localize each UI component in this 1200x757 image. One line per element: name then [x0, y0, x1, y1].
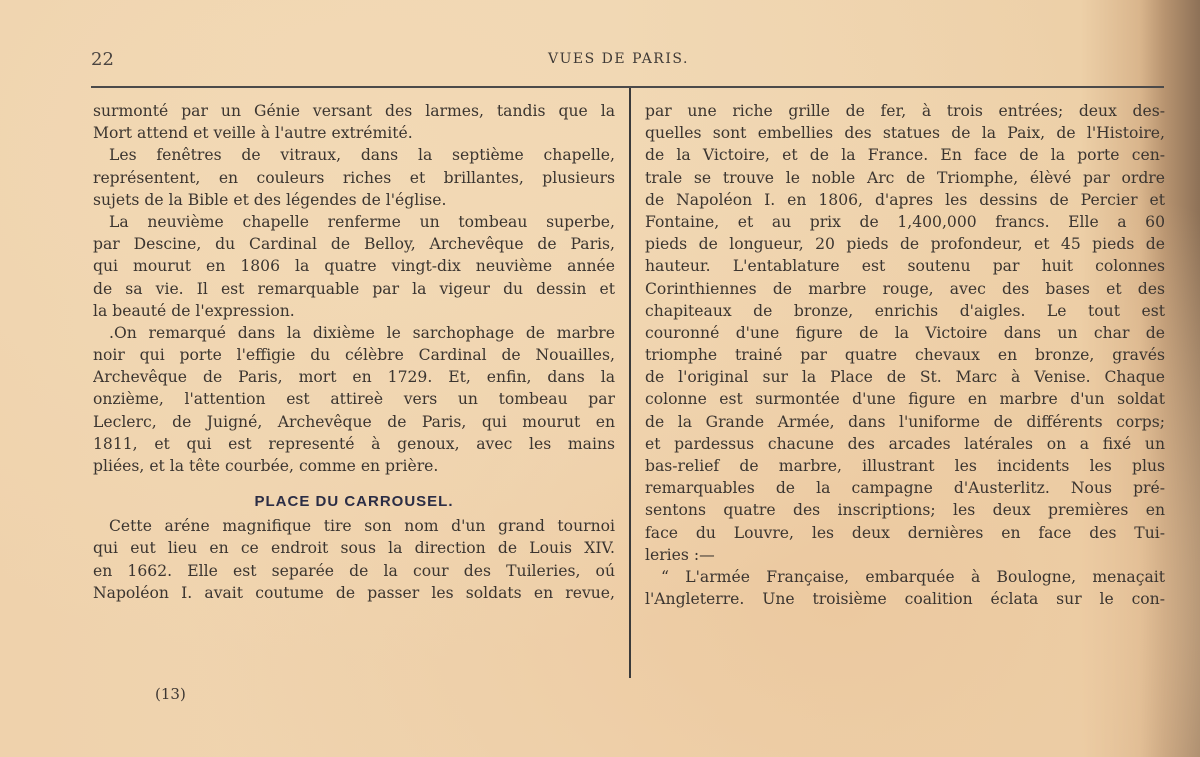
- text-line: pieds de longueur, 20 pieds de profondeur, et 45 pieds de: [645, 235, 1165, 254]
- text-line: “ L'armée Française, embarquée à Boulogne, menaçait: [661, 567, 1165, 586]
- page-number: 22: [91, 49, 114, 70]
- text-line: par Descine, du Cardinal de Belloy, Archevêque de Paris,: [93, 235, 615, 254]
- section-heading: PLACE DU CARROUSEL.: [254, 493, 454, 511]
- column-divider: [629, 88, 631, 678]
- text-line: quelles sont embellies des statues de la Paix, de l'Histoire,: [645, 124, 1165, 143]
- text-line: noir qui porte l'effigie du célèbre Cardinal de Nouailles,: [93, 346, 615, 365]
- text-line: bas-relief de marbre, illustrant les incidents les plus: [645, 457, 1165, 475]
- paragraph-tenth-eleventh: [93, 322, 615, 477]
- text-line: en 1662. Elle est separée de la cour des Tuileries, oú: [93, 561, 615, 580]
- text-line: la beauté de l'expression.: [93, 301, 295, 320]
- paragraph-carrousel: [93, 515, 615, 604]
- text-line: de la Grande Armée, dans l'uniforme de différents corps;: [645, 412, 1165, 431]
- text-line: hauteur. L'entablature est soutenu par huit colonnes: [645, 257, 1165, 276]
- text-line: qui mourut en 1806 la quatre vingt-dix neuvième année: [93, 257, 615, 276]
- text-line: de la Victoire, et de la France. En face de la porte cen-: [645, 146, 1165, 165]
- text-line: 1811, et qui est representé à genoux, avec les mains: [93, 434, 615, 453]
- text-line: Les fenêtres de vitraux, dans la septième chapelle,: [109, 146, 615, 165]
- paragraph-ninth-chapel: [93, 211, 615, 322]
- text-line: Archevêque de Paris, mort en 1729. Et, enfin, dans la: [93, 368, 615, 387]
- text-line: Napoléon I. avait coutume de passer les soldats en revue,: [93, 583, 615, 602]
- text-line: onzième, l'attention est attireè vers un tombeau par: [93, 390, 615, 409]
- text-line: Mort attend et veille à l'autre extrémité.: [93, 124, 413, 143]
- text-line: leries :—: [645, 545, 715, 564]
- left-column: [93, 100, 615, 604]
- paragraph-stained-glass: [93, 144, 615, 211]
- paragraph-inscription-quote: [645, 566, 1165, 610]
- text-line: triomphe trainé par quatre chevaux en bronze, gravés: [645, 346, 1165, 365]
- text-line: l'Angleterre. Une troisième coalition éclata sur le con-: [645, 590, 1165, 609]
- running-title: VUES DE PARIS.: [548, 51, 689, 67]
- text-line: et pardessus chacune des arcades latérales on a fixé un: [645, 434, 1165, 453]
- text-line: par une riche grille de fer, à trois entrées; deux des-: [645, 102, 1165, 120]
- text-line: sujets de la Bible et des légendes de l'église.: [93, 190, 447, 209]
- text-line: Fontaine, et au prix de 1,400,000 francs. Elle a 60: [645, 212, 1165, 231]
- text-line: chapiteaux de bronze, enrichis d'aigles. Le tout est: [645, 301, 1165, 320]
- text-line: Corinthiennes de marbre rouge, avec des bases et des: [645, 279, 1165, 298]
- text-line: surmonté par un Génie versant des larmes, tandis que la: [93, 102, 615, 120]
- text-line: de l'original sur la Place de St. Marc à Venise. Chaque: [645, 368, 1165, 387]
- text-line: de sa vie. Il est remarquable par la vigeur du dessin et: [93, 279, 615, 298]
- text-line: de Napoléon I. en 1806, d'apres les dessins de Percier et: [645, 190, 1165, 209]
- text-line: Cette aréne magnifique tire son nom d'un grand tournoi: [109, 517, 615, 536]
- text-line: sentons quatre des inscriptions; les deux premières en: [645, 501, 1165, 520]
- text-line: remarquables de la campagne d'Austerlitz. Nous pré-: [645, 479, 1165, 498]
- text-line: qui eut lieu en ce endroit sous la direction de Louis XIV.: [93, 539, 615, 558]
- signature-mark: (13): [155, 685, 186, 703]
- text-line: Leclerc, de Juigné, Archevêque de Paris, qui mourut en: [93, 412, 615, 431]
- right-column: [645, 100, 1165, 610]
- text-line: face du Louvre, les deux dernières en face des Tui-: [645, 523, 1165, 542]
- paragraph-tomb-continued: [93, 100, 615, 144]
- text-line: couronné d'une figure de la Victoire dans un char de: [645, 323, 1165, 342]
- text-line: .On remarqué dans la dixième le sarchophage de marbre: [109, 323, 615, 342]
- paragraph-arc-de-triomphe: [645, 100, 1165, 566]
- text-line: La neuvième chapelle renferme un tombeau superbe,: [109, 212, 615, 231]
- text-line: colonne est surmontée d'une figure en marbre d'un soldat: [645, 390, 1165, 409]
- text-line: représentent, en couleurs riches et brillantes, plusieurs: [93, 168, 615, 187]
- header-rule: [91, 86, 1164, 88]
- text-line: pliées, et la tête courbée, comme en prière.: [93, 457, 439, 475]
- text-line: trale se trouve le noble Arc de Triomphe, élèvé par ordre: [645, 168, 1165, 187]
